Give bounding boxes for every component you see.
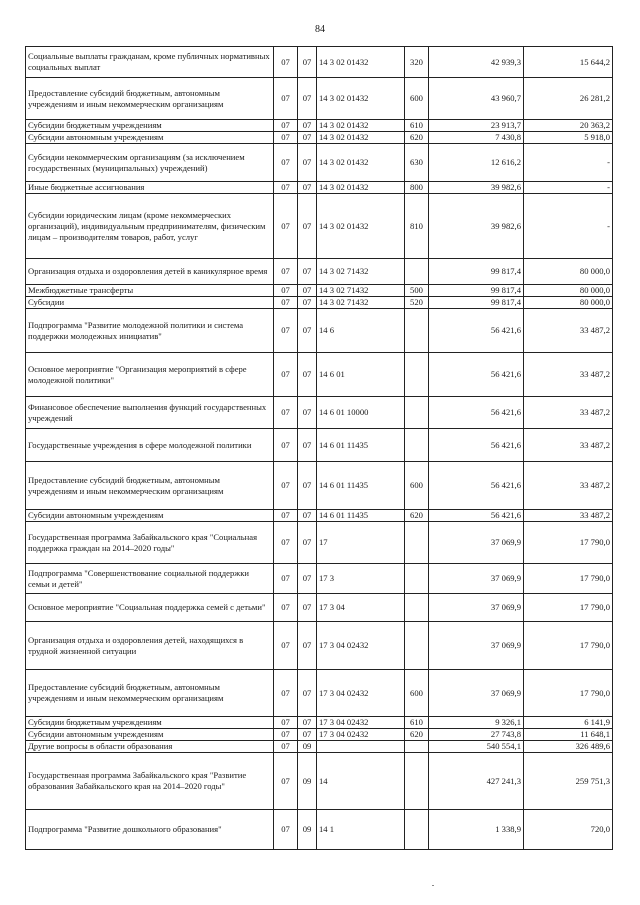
target-article-cell: 14 6 01 11435	[317, 462, 405, 510]
expense-type-cell	[405, 594, 429, 622]
amount-column-2-cell: 326 489,6	[524, 741, 613, 753]
expense-type-cell: 620	[405, 729, 429, 741]
table-row	[26, 144, 613, 182]
row-name-cell: Субсидии бюджетным учреждениям	[26, 717, 274, 729]
subsection-code-cell: 07	[298, 522, 317, 564]
subsection-code-cell: 07	[298, 194, 317, 259]
amount-column-1-cell: 23 913,7	[429, 120, 524, 132]
target-article-cell: 14 3 02 71432	[317, 259, 405, 285]
section-code-cell: 07	[274, 132, 298, 144]
target-article-cell: 17 3 04 02432	[317, 670, 405, 717]
table-row	[26, 182, 613, 194]
target-article-cell: 14	[317, 753, 405, 810]
expense-type-cell: 500	[405, 285, 429, 297]
row-name-cell: Предоставление субсидий бюджетным, автономным учреждениям и иным некоммерческим организациям	[26, 670, 274, 717]
table-row	[26, 670, 613, 717]
table-row	[26, 120, 613, 132]
target-article-cell: 14 3 02 01432	[317, 182, 405, 194]
table-row	[26, 729, 613, 741]
subsection-code-cell: 07	[298, 397, 317, 429]
section-code-cell: 07	[274, 353, 298, 397]
amount-column-1-cell: 99 817,4	[429, 285, 524, 297]
section-code-cell: 07	[274, 78, 298, 120]
row-name-cell: Подпрограмма "Развитие молодежной политики и система поддержки молодежных инициатив"	[26, 309, 274, 353]
row-name-cell: Субсидии некоммерческим организациям (за исключением государственных (муниципальных) учреждений)	[26, 144, 274, 182]
scan-mark	[432, 885, 434, 886]
section-code-cell: 07	[274, 182, 298, 194]
amount-column-2-cell: 6 141,9	[524, 717, 613, 729]
amount-column-2-cell: 5 918,0	[524, 132, 613, 144]
target-article-cell: 14 3 02 71432	[317, 285, 405, 297]
section-code-cell: 07	[274, 144, 298, 182]
table-row	[26, 510, 613, 522]
subsection-code-cell: 07	[298, 353, 317, 397]
target-article-cell: 17 3 04	[317, 594, 405, 622]
table-row	[26, 194, 613, 259]
target-article-cell: 14 3 02 01432	[317, 132, 405, 144]
row-name-cell: Межбюджетные трансферты	[26, 285, 274, 297]
subsection-code-cell: 09	[298, 741, 317, 753]
expense-type-cell: 610	[405, 717, 429, 729]
amount-column-2-cell: 17 790,0	[524, 564, 613, 594]
target-article-cell: 17	[317, 522, 405, 564]
amount-column-1-cell: 43 960,7	[429, 78, 524, 120]
subsection-code-cell: 07	[298, 132, 317, 144]
table-row	[26, 462, 613, 510]
amount-column-2-cell: 80 000,0	[524, 285, 613, 297]
amount-column-2-cell: 33 487,2	[524, 353, 613, 397]
row-name-cell: Социальные выплаты гражданам, кроме публичных нормативных социальных выплат	[26, 47, 274, 78]
amount-column-2-cell: 80 000,0	[524, 297, 613, 309]
target-article-cell: 14 6	[317, 309, 405, 353]
subsection-code-cell: 07	[298, 622, 317, 670]
subsection-code-cell: 07	[298, 285, 317, 297]
subsection-code-cell: 07	[298, 120, 317, 132]
section-code-cell: 07	[274, 670, 298, 717]
target-article-cell: 17 3 04 02432	[317, 729, 405, 741]
section-code-cell: 07	[274, 397, 298, 429]
table-row	[26, 47, 613, 78]
page-number: 84	[315, 24, 325, 35]
target-article-cell: 14 6 01 10000	[317, 397, 405, 429]
amount-column-2-cell: 17 790,0	[524, 622, 613, 670]
subsection-code-cell: 07	[298, 144, 317, 182]
row-name-cell: Государственная программа Забайкальского края "Социальная поддержка граждан на 2014–2020 годы"	[26, 522, 274, 564]
row-name-cell: Основное мероприятие "Организация мероприятий в сфере молодежной политики"	[26, 353, 274, 397]
target-article-cell: 14 6 01	[317, 353, 405, 397]
row-name-cell: Субсидии	[26, 297, 274, 309]
subsection-code-cell: 07	[298, 297, 317, 309]
subsection-code-cell: 07	[298, 47, 317, 78]
table-row	[26, 741, 613, 753]
amount-column-1-cell: 56 421,6	[429, 462, 524, 510]
section-code-cell: 07	[274, 729, 298, 741]
row-name-cell: Субсидии автономным учреждениям	[26, 132, 274, 144]
amount-column-1-cell: 37 069,9	[429, 622, 524, 670]
section-code-cell: 07	[274, 259, 298, 285]
subsection-code-cell: 09	[298, 753, 317, 810]
subsection-code-cell: 09	[298, 810, 317, 850]
subsection-code-cell: 07	[298, 729, 317, 741]
subsection-code-cell: 07	[298, 259, 317, 285]
expense-type-cell: 800	[405, 182, 429, 194]
expense-type-cell	[405, 309, 429, 353]
row-name-cell: Подпрограмма "Развитие дошкольного образования"	[26, 810, 274, 850]
row-name-cell: Субсидии юридическим лицам (кроме некоммерческих организаций), индивидуальным предпринимателям, физическим лицам – производителям товаров, работ, услуг	[26, 194, 274, 259]
subsection-code-cell: 07	[298, 594, 317, 622]
amount-column-1-cell: 37 069,9	[429, 564, 524, 594]
target-article-cell: 17 3 04 02432	[317, 622, 405, 670]
expense-type-cell	[405, 429, 429, 462]
amount-column-1-cell: 1 338,9	[429, 810, 524, 850]
amount-column-2-cell: 15 644,2	[524, 47, 613, 78]
section-code-cell: 07	[274, 717, 298, 729]
row-name-cell: Финансовое обеспечение выполнения функций государственных учреждений	[26, 397, 274, 429]
section-code-cell: 07	[274, 564, 298, 594]
amount-column-2-cell: 17 790,0	[524, 522, 613, 564]
target-article-cell: 17 3	[317, 564, 405, 594]
table-row	[26, 429, 613, 462]
expense-type-cell: 520	[405, 297, 429, 309]
section-code-cell: 07	[274, 194, 298, 259]
subsection-code-cell: 07	[298, 78, 317, 120]
expense-type-cell	[405, 622, 429, 670]
amount-column-2-cell: 11 648,1	[524, 729, 613, 741]
amount-column-1-cell: 37 069,9	[429, 670, 524, 717]
table-row	[26, 397, 613, 429]
target-article-cell: 14 3 02 01432	[317, 78, 405, 120]
amount-column-1-cell: 9 326,1	[429, 717, 524, 729]
table-row	[26, 564, 613, 594]
subsection-code-cell: 07	[298, 429, 317, 462]
section-code-cell: 07	[274, 120, 298, 132]
expense-type-cell	[405, 810, 429, 850]
table-row	[26, 309, 613, 353]
row-name-cell: Другие вопросы в области образования	[26, 741, 274, 753]
section-code-cell: 07	[274, 753, 298, 810]
table-row	[26, 259, 613, 285]
expense-type-cell: 620	[405, 510, 429, 522]
row-name-cell: Предоставление субсидий бюджетным, автономным учреждениям и иным некоммерческим организациям	[26, 462, 274, 510]
amount-column-2-cell: 20 363,2	[524, 120, 613, 132]
amount-column-1-cell: 56 421,6	[429, 353, 524, 397]
subsection-code-cell: 07	[298, 564, 317, 594]
amount-column-2-cell: 17 790,0	[524, 594, 613, 622]
target-article-cell: 14 3 02 01432	[317, 120, 405, 132]
section-code-cell: 07	[274, 285, 298, 297]
expense-type-cell	[405, 397, 429, 429]
amount-column-2-cell: -	[524, 194, 613, 259]
amount-column-1-cell: 12 616,2	[429, 144, 524, 182]
table-row	[26, 353, 613, 397]
row-name-cell: Субсидии бюджетным учреждениям	[26, 120, 274, 132]
expense-type-cell: 600	[405, 78, 429, 120]
expense-type-cell	[405, 353, 429, 397]
row-name-cell: Основное мероприятие "Социальная поддержка семей с детьми"	[26, 594, 274, 622]
amount-column-2-cell: 33 487,2	[524, 397, 613, 429]
expense-type-cell: 600	[405, 670, 429, 717]
table-body	[26, 47, 613, 850]
budget-table	[25, 46, 613, 850]
amount-column-1-cell: 37 069,9	[429, 522, 524, 564]
target-article-cell: 14 3 02 71432	[317, 297, 405, 309]
section-code-cell: 07	[274, 309, 298, 353]
row-name-cell: Государственные учреждения в сфере молодежной политики	[26, 429, 274, 462]
amount-column-2-cell: 33 487,2	[524, 462, 613, 510]
target-article-cell	[317, 741, 405, 753]
row-name-cell: Организация отдыха и оздоровления детей, находящихся в трудной жизненной ситуации	[26, 622, 274, 670]
section-code-cell: 07	[274, 810, 298, 850]
row-name-cell: Подпрограмма "Совершенствование социальной поддержки семьи и детей"	[26, 564, 274, 594]
amount-column-1-cell: 56 421,6	[429, 397, 524, 429]
target-article-cell: 14 6 01 11435	[317, 510, 405, 522]
expense-type-cell	[405, 753, 429, 810]
table-row	[26, 622, 613, 670]
amount-column-1-cell: 39 982,6	[429, 182, 524, 194]
amount-column-1-cell: 37 069,9	[429, 594, 524, 622]
amount-column-2-cell: 80 000,0	[524, 259, 613, 285]
amount-column-2-cell: -	[524, 144, 613, 182]
amount-column-1-cell: 7 430,8	[429, 132, 524, 144]
amount-column-1-cell: 42 939,3	[429, 47, 524, 78]
section-code-cell: 07	[274, 429, 298, 462]
target-article-cell: 14 3 02 01432	[317, 144, 405, 182]
row-name-cell: Государственная программа Забайкальского края "Развитие образования Забайкальского края на 2014–2020 годы"	[26, 753, 274, 810]
expense-type-cell	[405, 259, 429, 285]
section-code-cell: 07	[274, 594, 298, 622]
row-name-cell: Субсидии автономным учреждениям	[26, 510, 274, 522]
amount-column-1-cell: 99 817,4	[429, 297, 524, 309]
amount-column-2-cell: 26 281,2	[524, 78, 613, 120]
subsection-code-cell: 07	[298, 462, 317, 510]
section-code-cell: 07	[274, 462, 298, 510]
amount-column-1-cell: 56 421,6	[429, 510, 524, 522]
target-article-cell: 14 6 01 11435	[317, 429, 405, 462]
expense-type-cell: 810	[405, 194, 429, 259]
amount-column-1-cell: 39 982,6	[429, 194, 524, 259]
amount-column-1-cell: 56 421,6	[429, 429, 524, 462]
target-article-cell: 17 3 04 02432	[317, 717, 405, 729]
amount-column-2-cell: -	[524, 182, 613, 194]
expense-type-cell	[405, 522, 429, 564]
expense-type-cell: 600	[405, 462, 429, 510]
expense-type-cell: 610	[405, 120, 429, 132]
table-row	[26, 810, 613, 850]
section-code-cell: 07	[274, 47, 298, 78]
table-row	[26, 132, 613, 144]
expense-type-cell	[405, 741, 429, 753]
amount-column-1-cell: 99 817,4	[429, 259, 524, 285]
section-code-cell: 07	[274, 297, 298, 309]
subsection-code-cell: 07	[298, 670, 317, 717]
expense-type-cell: 320	[405, 47, 429, 78]
row-name-cell: Предоставление субсидий бюджетным, автономным учреждениям и иным некоммерческим организациям	[26, 78, 274, 120]
target-article-cell: 14 1	[317, 810, 405, 850]
table-row	[26, 78, 613, 120]
amount-column-1-cell: 27 743,8	[429, 729, 524, 741]
amount-column-2-cell: 259 751,3	[524, 753, 613, 810]
target-article-cell: 14 3 02 01432	[317, 194, 405, 259]
subsection-code-cell: 07	[298, 717, 317, 729]
table-row	[26, 594, 613, 622]
table-row	[26, 522, 613, 564]
table-row	[26, 285, 613, 297]
section-code-cell: 07	[274, 522, 298, 564]
row-name-cell: Организация отдыха и оздоровления детей в каникулярное время	[26, 259, 274, 285]
row-name-cell: Иные бюджетные ассигнования	[26, 182, 274, 194]
amount-column-2-cell: 33 487,2	[524, 429, 613, 462]
amount-column-1-cell: 427 241,3	[429, 753, 524, 810]
section-code-cell: 07	[274, 741, 298, 753]
subsection-code-cell: 07	[298, 510, 317, 522]
amount-column-2-cell: 33 487,2	[524, 309, 613, 353]
subsection-code-cell: 07	[298, 309, 317, 353]
section-code-cell: 07	[274, 622, 298, 670]
amount-column-1-cell: 540 554,1	[429, 741, 524, 753]
target-article-cell: 14 3 02 01432	[317, 47, 405, 78]
table-row	[26, 753, 613, 810]
expense-type-cell: 630	[405, 144, 429, 182]
amount-column-2-cell: 720,0	[524, 810, 613, 850]
table-row	[26, 717, 613, 729]
expense-type-cell: 620	[405, 132, 429, 144]
subsection-code-cell: 07	[298, 182, 317, 194]
amount-column-1-cell: 56 421,6	[429, 309, 524, 353]
amount-column-2-cell: 33 487,2	[524, 510, 613, 522]
amount-column-2-cell: 17 790,0	[524, 670, 613, 717]
table-row	[26, 297, 613, 309]
section-code-cell: 07	[274, 510, 298, 522]
row-name-cell: Субсидии автономным учреждениям	[26, 729, 274, 741]
expense-type-cell	[405, 564, 429, 594]
